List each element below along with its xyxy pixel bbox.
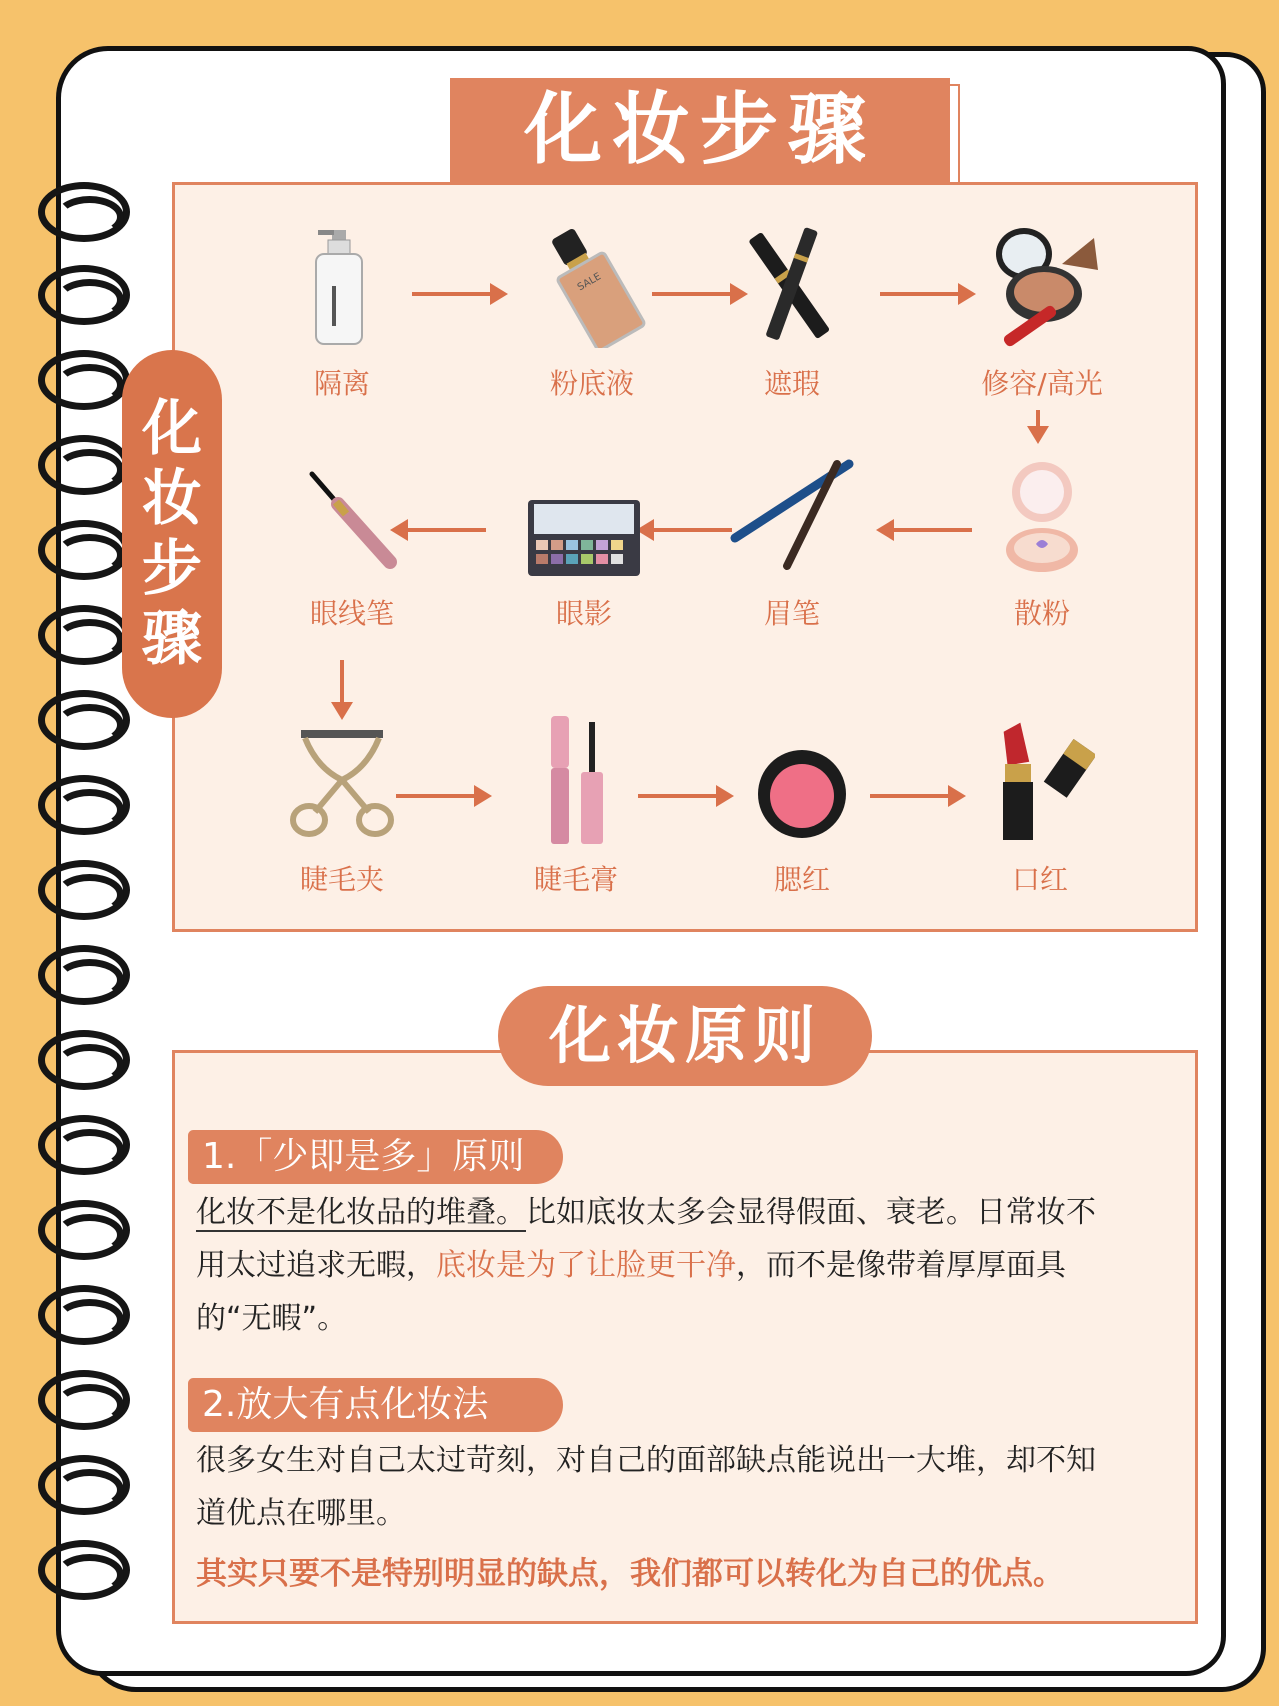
eyeliner-pen-icon	[272, 450, 432, 578]
spiral-ring-icon	[38, 182, 130, 242]
spiral-ring-icon	[38, 350, 130, 410]
principle-2-line-1: 很多女生对自己太过苛刻，对自己的面部缺点能说出一大堆，却不知	[196, 1443, 1096, 1478]
step-label: 睫毛膏	[533, 863, 618, 896]
step-powder	[962, 450, 1122, 632]
spiral-ring-icon	[38, 435, 130, 495]
principle-2-text	[196, 1434, 1176, 1540]
flow-arrow-right	[870, 794, 962, 798]
eyeshadow-palette-icon	[504, 450, 664, 578]
principle-2-line-2: 道优点在哪里。	[196, 1496, 406, 1531]
step-label: 粉底液	[549, 367, 634, 400]
eyebrow-pencil-icon	[712, 450, 872, 578]
spiral-ring-icon	[38, 1200, 130, 1260]
step-eyeliner	[272, 450, 432, 632]
spiral-ring-icon	[38, 775, 130, 835]
spiral-ring-icon	[38, 1370, 130, 1430]
step-label: 隔离	[313, 367, 370, 400]
powder-compact-icon	[962, 450, 1122, 578]
principles-title: 化妆原则	[498, 986, 872, 1086]
spiral-ring-icon	[38, 1540, 130, 1600]
principle-1-highlight: 底妆是为了让脸更干净	[436, 1248, 736, 1283]
principle-2-heading: 2.放大有点化妆法	[188, 1378, 563, 1432]
step-concealer	[712, 220, 872, 402]
flow-arrow-left	[880, 528, 972, 532]
step-blush	[722, 716, 882, 898]
step-foundation	[512, 220, 672, 402]
spiral-ring-icon	[38, 1115, 130, 1175]
spiral-ring-icon	[38, 605, 130, 665]
step-label: 散粉	[1013, 597, 1070, 630]
side-label-char: 步	[142, 534, 202, 604]
flow-arrow-right	[880, 292, 972, 296]
principle-1-line-1: 化妆不是化妆品的堆叠。	[196, 1195, 526, 1230]
step-label: 眉笔	[763, 597, 820, 630]
step-curler	[262, 716, 422, 898]
step-label: 腮红	[773, 863, 830, 896]
step-label: 遮瑕	[763, 367, 820, 400]
principle-1-heading: 1.「少即是多」原则	[188, 1130, 563, 1184]
flow-arrow-right	[396, 794, 488, 798]
mascara-icon	[496, 716, 656, 844]
contour-brush-icon	[962, 220, 1122, 348]
step-label: 口红	[1011, 863, 1068, 896]
spiral-ring-icon	[38, 860, 130, 920]
spiral-ring-icon	[38, 520, 130, 580]
step-label: 眼线笔	[309, 597, 394, 630]
spiral-ring-icon	[38, 1285, 130, 1345]
lipstick-icon	[960, 716, 1120, 844]
step-lipstick	[960, 716, 1120, 898]
spiral-ring-icon	[38, 945, 130, 1005]
step-contour	[962, 220, 1122, 402]
spiral-ring-icon	[38, 1030, 130, 1090]
primer-bottle-icon	[262, 220, 422, 348]
flow-arrow-down	[340, 660, 344, 716]
step-eyeshadow	[504, 450, 664, 632]
foundation-bottle-icon	[512, 220, 672, 348]
concealer-pen-icon	[712, 220, 872, 348]
flow-arrow-right	[412, 292, 504, 296]
spiral-ring-icon	[38, 690, 130, 750]
side-label-char: 骤	[142, 604, 202, 674]
principle-1-line-2a: 用太过追求无暇，	[196, 1248, 436, 1283]
step-eyebrow	[712, 450, 872, 632]
principle-1-text	[196, 1186, 1176, 1345]
steps-title: 化妆步骤	[450, 78, 950, 182]
side-label-char: 妆	[142, 464, 202, 534]
principle-1-line-1b: 比如底妆太多会显得假面、衰老。日常妆不	[526, 1195, 1096, 1230]
spiral-ring-icon	[38, 265, 130, 325]
step-label: 睫毛夹	[299, 863, 384, 896]
side-label-char: 化	[142, 394, 202, 464]
principle-1-line-3: 的“无暇”。	[196, 1301, 348, 1336]
step-label: 眼影	[555, 597, 612, 630]
spiral-ring-icon	[38, 1455, 130, 1515]
eyelash-curler-icon	[262, 716, 422, 844]
svg-text:SALE: SALE	[575, 271, 604, 294]
side-label-pill	[122, 350, 222, 718]
flow-arrow-right	[638, 794, 730, 798]
principle-1-line-2c: ，而不是像带着厚厚面具	[736, 1248, 1066, 1283]
step-primer	[262, 220, 422, 402]
step-label: 修容/高光	[981, 367, 1103, 400]
blush-compact-icon	[722, 716, 882, 844]
principle-2-emphasis: 其实只要不是特别明显的缺点，我们都可以转化为自己的优点。	[196, 1556, 1064, 1592]
flow-arrow-down	[1036, 410, 1040, 440]
step-mascara	[496, 716, 656, 898]
